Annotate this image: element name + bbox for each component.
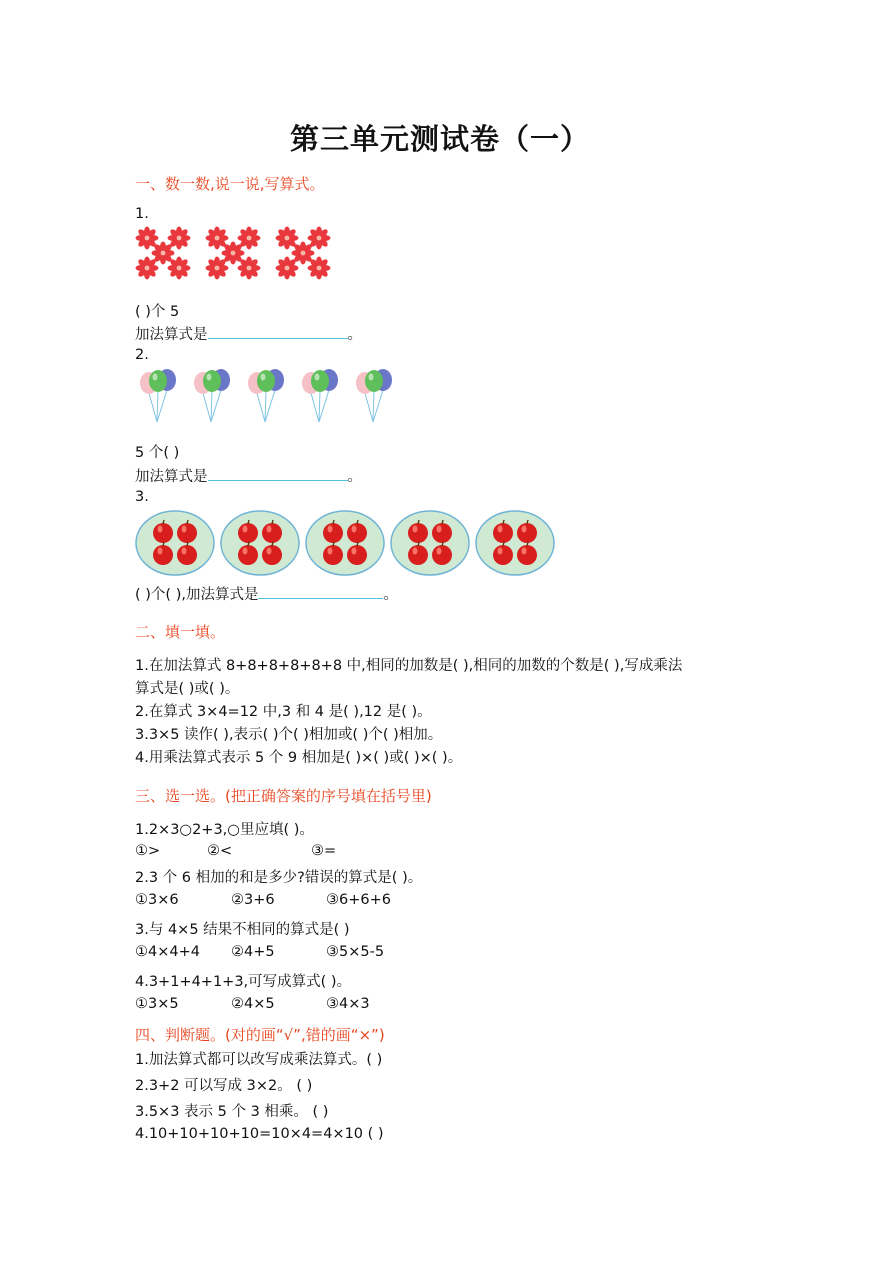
q2-formula: 加法算式是 。	[135, 469, 362, 485]
s3-q1-opt-1: ①>	[135, 843, 161, 859]
flower-icon	[136, 257, 159, 280]
s3-q1-opt-2: ②<	[207, 843, 233, 859]
q1-answer-line[interactable]	[208, 326, 348, 339]
q2-number: 2.	[135, 347, 149, 363]
s3-q2-opt-1: ①3×6	[135, 892, 179, 908]
s2-line-2: 2.在算式 3×4=12 中,3 和 4 是( ),12 是( )。	[135, 704, 432, 720]
section-2-heading: 二、填一填。	[135, 623, 226, 641]
s2-line-4: 4.用乘法算式表示 5 个 9 相加是( )×( )或( )×( )。	[135, 750, 463, 766]
s4-line-4: 4.10+10+10+10=10×4=4×10 ( )	[135, 1126, 384, 1142]
q2-answer-line[interactable]	[208, 468, 348, 481]
section-4-heading: 四、判断题。(对的画“√”,错的画“×”)	[135, 1026, 385, 1044]
balloon-bunch-icon	[356, 369, 392, 422]
s3-q2-opt-2: ②3+6	[231, 892, 275, 908]
plate-icon	[391, 511, 469, 575]
flower-icon	[308, 257, 331, 280]
q1-number: 1.	[135, 206, 149, 222]
balloon-bunches-image	[133, 366, 403, 426]
s3-q4-opt-1: ①3×5	[135, 996, 179, 1012]
s2-line-1b: 算式是( )或( )。	[135, 681, 240, 697]
plate-icon	[136, 511, 214, 575]
apple-plates-image	[133, 509, 563, 579]
plate-icon	[221, 511, 299, 575]
q3-answer-line[interactable]	[258, 586, 383, 599]
flower-icon	[276, 257, 299, 280]
balloon-bunch-icon	[140, 369, 176, 422]
balloon-bunch-icon	[302, 369, 338, 422]
s3-q4: 4.3+1+4+1+3,可写成算式( )。	[135, 974, 352, 990]
section-1-heading: 一、数一数,说一说,写算式。	[135, 175, 325, 193]
page-title: 第三单元测试卷（一）	[290, 122, 591, 156]
balloon-bunch-icon	[194, 369, 230, 422]
plate-icon	[306, 511, 384, 575]
s3-q1: 1.2×3○2+3,○里应填( )。	[135, 822, 314, 838]
s3-q3-opt-2: ②4+5	[231, 944, 275, 960]
s4-line-2: 2.3+2 可以写成 3×2。 ( )	[135, 1078, 313, 1094]
s2-line-3: 3.3×5 读作( ),表示( )个( )相加或( )个( )相加。	[135, 727, 443, 743]
s4-line-3: 3.5×3 表示 5 个 3 相乘。 ( )	[135, 1104, 329, 1120]
s3-q4-opt-2: ②4×5	[231, 996, 275, 1012]
s4-line-1: 1.加法算式都可以改写成乘法算式。( )	[135, 1052, 383, 1068]
s3-q3: 3.与 4×5 结果不相同的算式是( )	[135, 922, 350, 938]
s3-q3-opt-3: ③5×5-5	[326, 944, 385, 960]
flower-icon	[206, 257, 229, 280]
s2-line-1: 1.在加法算式 8+8+8+8+8+8 中,相同的加数是( ),相同的加数的个数是( ),写成乘法	[135, 658, 683, 674]
q1-blank: ( )个 5	[135, 304, 180, 320]
s3-q2-opt-3: ③6+6+6	[326, 892, 391, 908]
flower-groups-image	[133, 226, 333, 282]
s3-q1-opt-3: ③=	[311, 843, 337, 859]
q3-line: ( )个( ),加法算式是 。	[135, 587, 398, 603]
s3-q3-opt-1: ①4×4+4	[135, 944, 200, 960]
flower-icon	[238, 257, 261, 280]
q3-number: 3.	[135, 489, 149, 505]
section-3-heading: 三、选一选。(把正确答案的序号填在括号里)	[135, 787, 432, 805]
s3-q2: 2.3 个 6 相加的和是多少?错误的算式是( )。	[135, 870, 423, 886]
q2-blank: 5 个( )	[135, 445, 180, 461]
balloon-bunch-icon	[248, 369, 284, 422]
flower-icon	[168, 257, 191, 280]
plate-icon	[476, 511, 554, 575]
q1-formula: 加法算式是 。	[135, 327, 362, 343]
s3-q4-opt-3: ③4×3	[326, 996, 370, 1012]
